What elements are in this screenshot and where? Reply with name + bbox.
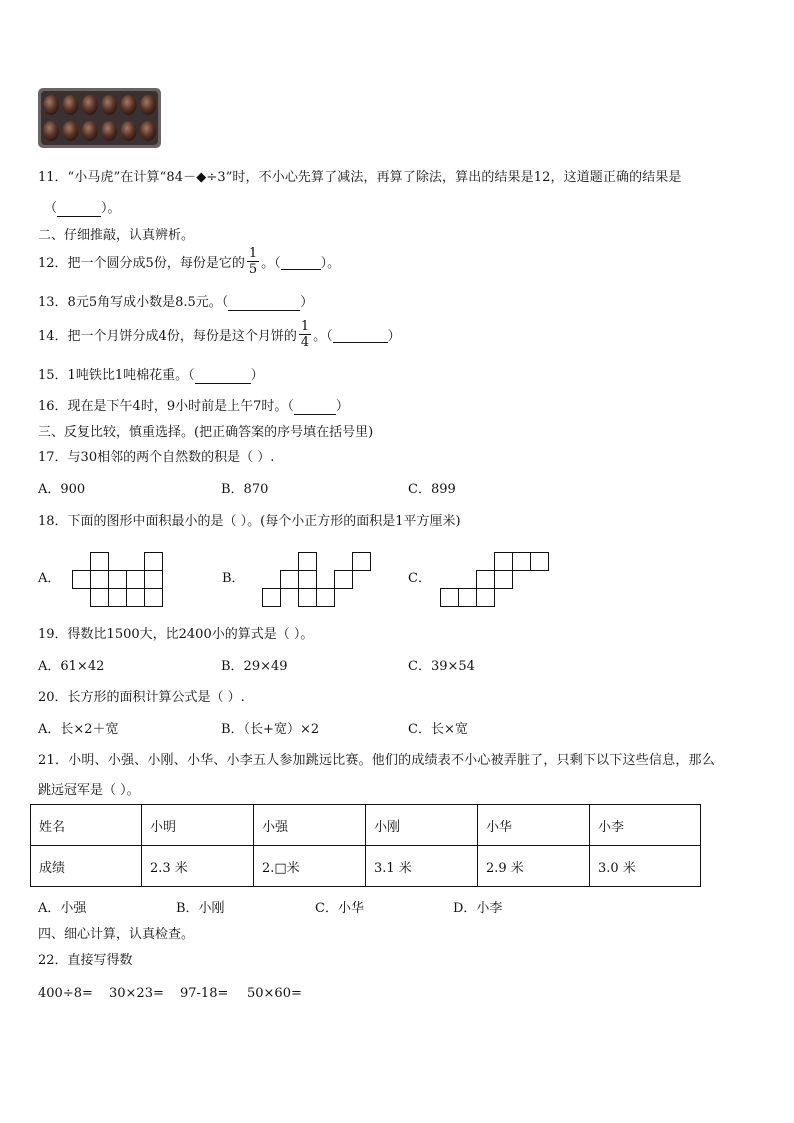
q11-answer-blank[interactable] [57, 201, 101, 217]
q21-option-a[interactable]: A．小强 [38, 901, 87, 916]
table-cell: 小李 [590, 805, 701, 846]
question-21-line1: 21．小明、小强、小刚、小华、小李五人参加跳远比赛。他们的成绩表不小心被弄脏了，只剩下以下这些信息，那么 [38, 753, 715, 768]
q11-body: “小马虎”在计算“84－◆÷3”时，不小心先算了减法，再算了除法，算出的结果是12，这道题正确的结果是 [67, 170, 682, 185]
question-13 [38, 291, 313, 311]
q18-figure-a [72, 552, 164, 608]
table-cell: 2.□米 [254, 846, 366, 887]
q12-text: 12．把一个圆分成5份，每份是它的 [38, 256, 245, 271]
question-19: 19．得数比1500大，比2400小的算式是（ ）。 [38, 627, 314, 642]
chocolate [140, 121, 156, 141]
table-cell: 小刚 [366, 805, 478, 846]
question-17: 17．与30相邻的两个自然数的积是（ ）. [38, 450, 275, 465]
table-cell: 3.0 米 [590, 846, 701, 887]
table-row [31, 846, 701, 887]
chocolate [62, 121, 78, 141]
q17-option-b[interactable]: B．870 [221, 482, 269, 497]
question-18: 18．下面的图形中面积最小的是（ ）。(每个小正方形的面积是1平方厘米) [38, 514, 461, 529]
table-header-row [31, 805, 701, 846]
chocolate [101, 121, 117, 141]
question-12 [38, 246, 340, 277]
q19-option-a[interactable]: A．61×42 [38, 659, 105, 674]
q14-close: ） [387, 329, 401, 344]
q13-text: 13．8元5角写成小数是8.5元。（ [38, 295, 229, 310]
q13-close: ） [300, 295, 314, 310]
table-cell: 小华 [478, 805, 590, 846]
question-16 [38, 395, 349, 415]
section-4-heading: 四、细心计算，认真检查。 [38, 927, 195, 942]
q11-text: 11． [38, 170, 68, 185]
chocolate [101, 95, 117, 115]
q12-answer-blank[interactable] [281, 254, 321, 270]
q18-option-a-label[interactable]: A． [38, 571, 61, 586]
table-cell: 2.3 米 [142, 846, 254, 887]
q18-option-c-label[interactable]: C． [408, 571, 431, 586]
q16-close: ） [335, 399, 349, 414]
question-15 [38, 364, 264, 384]
question-20: 20．长方形的面积计算公式是（ ）. [38, 690, 245, 705]
q21-option-c[interactable]: C．小华 [315, 901, 364, 916]
chocolate [43, 95, 59, 115]
q19-option-c[interactable]: C．39×54 [408, 659, 475, 674]
table-cell: 小明 [142, 805, 254, 846]
chocolate [121, 121, 137, 141]
q18-figure-c [440, 552, 550, 608]
q16-answer-blank[interactable] [294, 399, 336, 415]
q22-item[interactable]: 30×23= [109, 986, 164, 1001]
q17-option-c[interactable]: C．899 [408, 482, 456, 497]
q12-open: 。（ [261, 256, 281, 271]
q13-answer-blank[interactable] [228, 295, 300, 311]
q22-item[interactable]: 400÷8= [38, 986, 93, 1001]
question-22: 22．直接写得数 [38, 953, 133, 968]
q12-fraction: $\frac{1}{5}$ [248, 246, 258, 277]
chocolate [62, 95, 78, 115]
table-cell: 3.1 米 [366, 846, 478, 887]
q15-text: 15．1吨铁比1吨棉花重。（ [38, 368, 195, 383]
table-cell: 2.9 米 [478, 846, 590, 887]
chocolate-tray-photo [38, 88, 161, 148]
section-3-heading: 三、反复比较，慎重选择。(把正确答案的序号填在括号里) [38, 425, 374, 440]
table-cell: 小强 [254, 805, 366, 846]
chocolate [121, 95, 137, 115]
chocolate [82, 95, 98, 115]
question-21-line2: 跳远冠军是（ ）。 [38, 783, 140, 798]
table-cell: 姓名 [31, 805, 142, 846]
q15-close: ） [250, 368, 264, 383]
q11-open: （ [44, 201, 58, 216]
chocolate [82, 121, 98, 141]
chocolate [140, 95, 156, 115]
q17-option-a[interactable]: A．900 [38, 482, 86, 497]
q15-answer-blank[interactable] [195, 368, 251, 384]
q12-close: ）。 [320, 256, 341, 271]
q16-text: 16．现在是下午4时，9小时前是上午7时。（ [38, 399, 294, 414]
q14-answer-blank[interactable] [333, 327, 388, 343]
q20-option-b[interactable]: B．（长+宽）×2 [221, 722, 320, 737]
q14-open: 。（ [313, 329, 333, 344]
q18-figure-b [262, 552, 372, 608]
q21-option-d[interactable]: D．小李 [453, 901, 503, 916]
chocolate [43, 121, 59, 141]
q11-close: ）。 [101, 201, 121, 216]
question-14 [38, 319, 401, 350]
q22-item[interactable]: 50×60= [247, 986, 302, 1001]
table-cell: 成绩 [31, 846, 142, 887]
section-2-heading: 二、仔细推敲，认真辨析。 [38, 228, 195, 243]
q21-option-b[interactable]: B．小刚 [176, 901, 225, 916]
q19-option-b[interactable]: B．29×49 [221, 659, 288, 674]
q20-option-a[interactable]: A．长×2＋宽 [38, 722, 119, 737]
q11-answer-line [44, 197, 121, 217]
q22-item[interactable]: 97-18= [180, 986, 229, 1001]
q20-option-c[interactable]: C．长×宽 [408, 722, 468, 737]
q18-option-b-label[interactable]: B． [222, 571, 245, 586]
score-table [30, 804, 701, 887]
q14-text: 14．把一个月饼分成4份，每份是这个月饼的 [38, 329, 297, 344]
question-11 [38, 166, 681, 185]
q14-fraction: $\frac{1}{4}$ [300, 319, 310, 350]
